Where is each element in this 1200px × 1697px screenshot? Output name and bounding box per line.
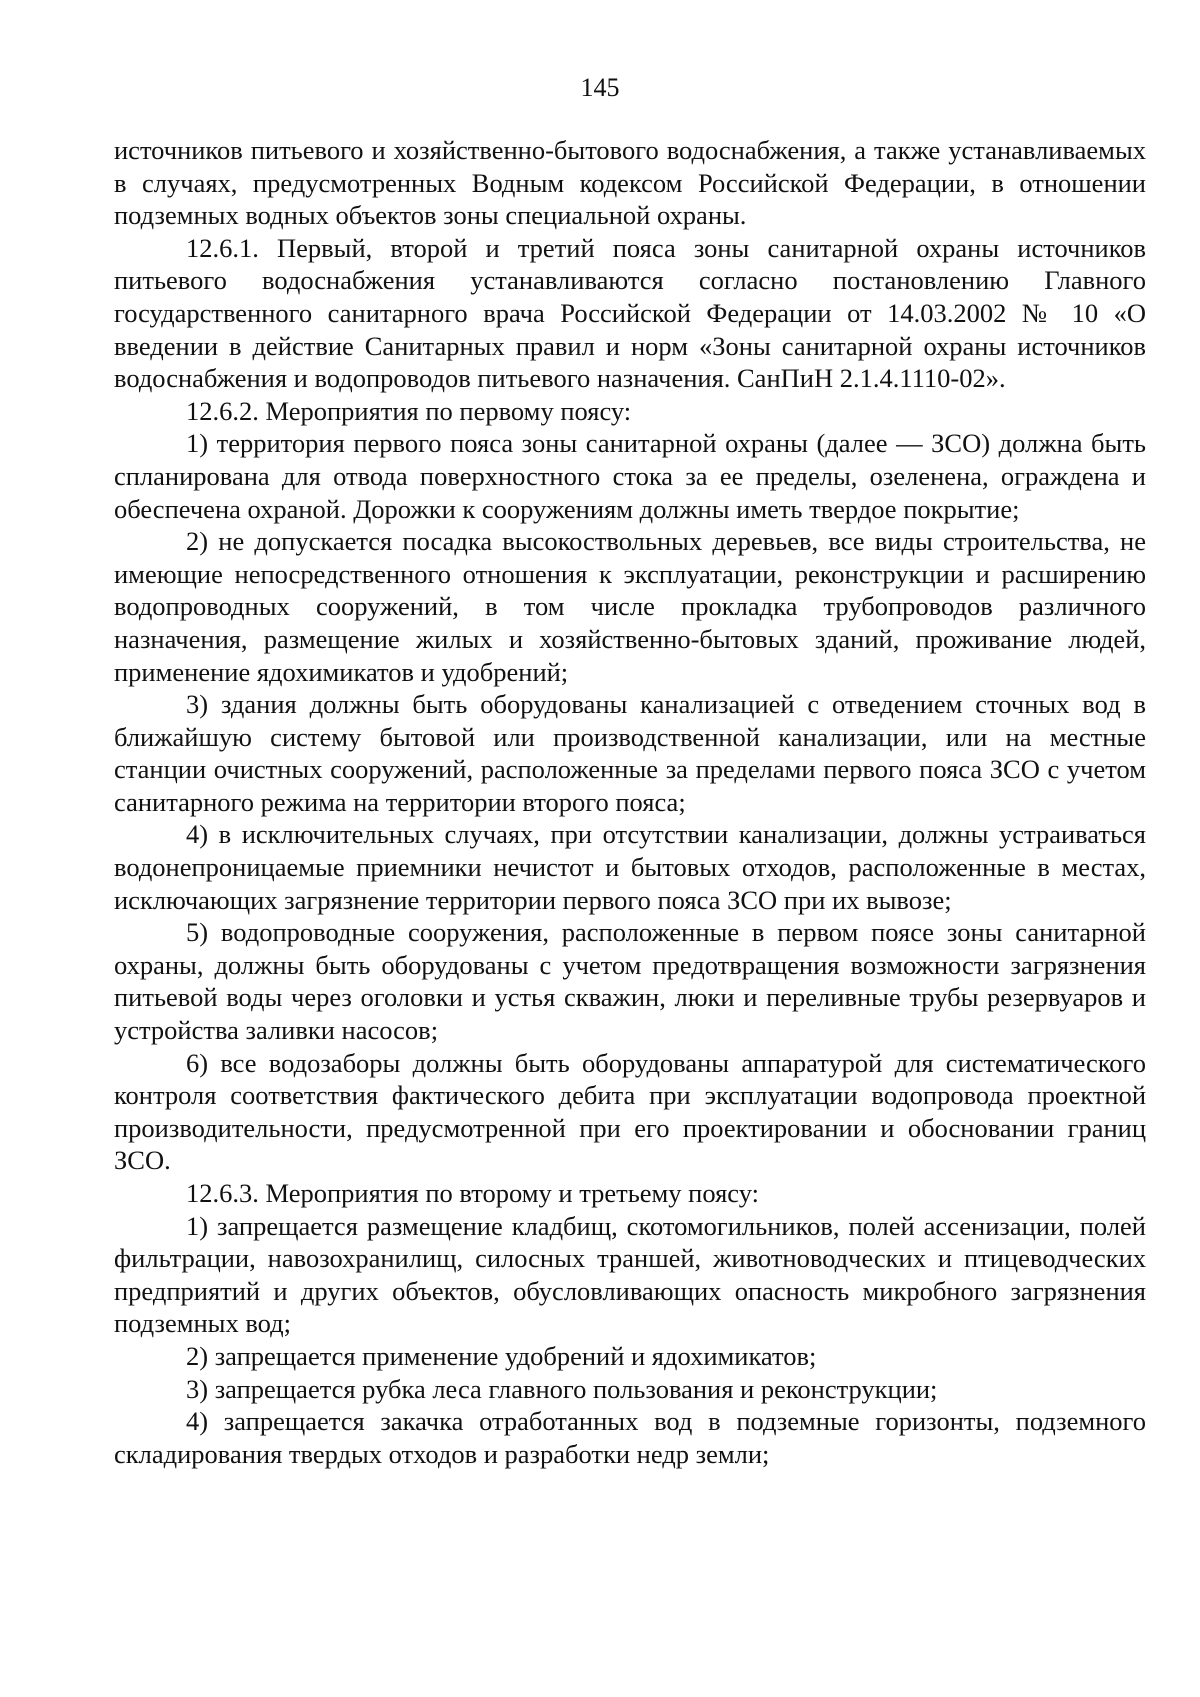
list-item-second-third-belt-4: 4) запрещается закачка отработанных вод в подземные горизонты, подземного складирования твердых отходов и разработки недр земли; xyxy=(114,1406,1146,1469)
heading-12-6-2: 12.6.2. Мероприятия по первому поясу: xyxy=(186,395,632,426)
list-item-first-belt-2: 2) не допускается посадка высокоствольных деревьев, все виды строительства, не имеющие непосредственного отношения к эксплуатации, реконструкции и расширению водопроводных сооружений, в том числе прокладка трубопроводов различного назначения, размещение жилых и хозяйственно-бытовых зданий, проживание людей, применение ядохимикатов и удобрений; xyxy=(114,526,1146,687)
paragraph-continuation: источников питьевого и хозяйственно-бытового водоснабжения, а также устанавливаемых в случаях, предусмотренных Водным кодексом Российской Федерации, в отношении подземных водных объектов зоны специальной охраны. xyxy=(114,135,1146,231)
paragraph-12-6-1: 12.6.1. Первый, второй и третий пояса зоны санитарной охраны источников питьевого водоснабжения устанавливаются согласно постановлению Главного государственного санитарного врача Российской Федерации от 14.03.2002 № 10 «О введении в действие Санитарных правил и норм «Зоны санитарной охраны источников водоснабжения и водопроводов питьевого назначения. СанПиН 2.1.4.1110-02». xyxy=(114,232,1146,394)
heading-12-6-3: 12.6.3. Мероприятия по второму и третьему поясу: xyxy=(186,1178,759,1208)
list-item-first-belt-3: 3) здания должны быть оборудованы канализацией с отведением сточных вод в ближайшую систему бытовой или производственной канализации, или на местные станции очистных сооружений, расположенные за пределами первого пояса ЗСО с учетом санитарного режима на территории второго пояса; xyxy=(114,689,1146,817)
page-number: 145 xyxy=(580,73,620,102)
list-item-second-third-belt-3: 3) запрещается рубка леса главного пользования и реконструкции; xyxy=(186,1373,938,1404)
list-item-first-belt-1: 1) территория первого пояса зоны санитарной охраны (далее — ЗСО) должна быть спланирована для отвода поверхностного стока за ее пределы, озеленена, ограждена и обеспечена охраной. Дорожки к сооружениям должны иметь твердое покрытие; xyxy=(114,428,1146,524)
list-item-second-third-belt-2: 2) запрещается применение удобрений и ядохимикатов; xyxy=(186,1340,817,1371)
list-item-first-belt-6: 6) все водозаборы должны быть оборудованы аппаратурой для систематического контроля соответствия фактического дебита при эксплуатации водопровода проектной производительности, предусмотренной при его проектировании и обосновании границ ЗСО. xyxy=(114,1047,1146,1176)
list-item-second-third-belt-1: 1) запрещается размещение кладбищ, скотомогильников, полей ассенизации, полей фильтрации, навозохранилищ, силосных траншей, животноводческих и птицеводческих предприятий и других объектов, обусловливающих опасность микробного загрязнения подземных вод; xyxy=(114,1210,1146,1339)
list-item-first-belt-5: 5) водопроводные сооружения, расположенные в первом поясе зоны санитарной охраны, должны быть оборудованы с учетом предотвращения возможности загрязнения питьевой воды через оголовки и устья скважин, люки и переливные трубы резервуаров и устройства заливки насосов; xyxy=(114,917,1146,1046)
document-body xyxy=(114,134,1146,1470)
list-item-first-belt-4: 4) в исключительных случаях, при отсутствии канализации, должны устраиваться водонепроницаемые приемники нечистот и бытовых отходов, расположенные в местах, исключающих загрязнение территории первого пояса ЗСО при их вывозе; xyxy=(114,819,1146,915)
